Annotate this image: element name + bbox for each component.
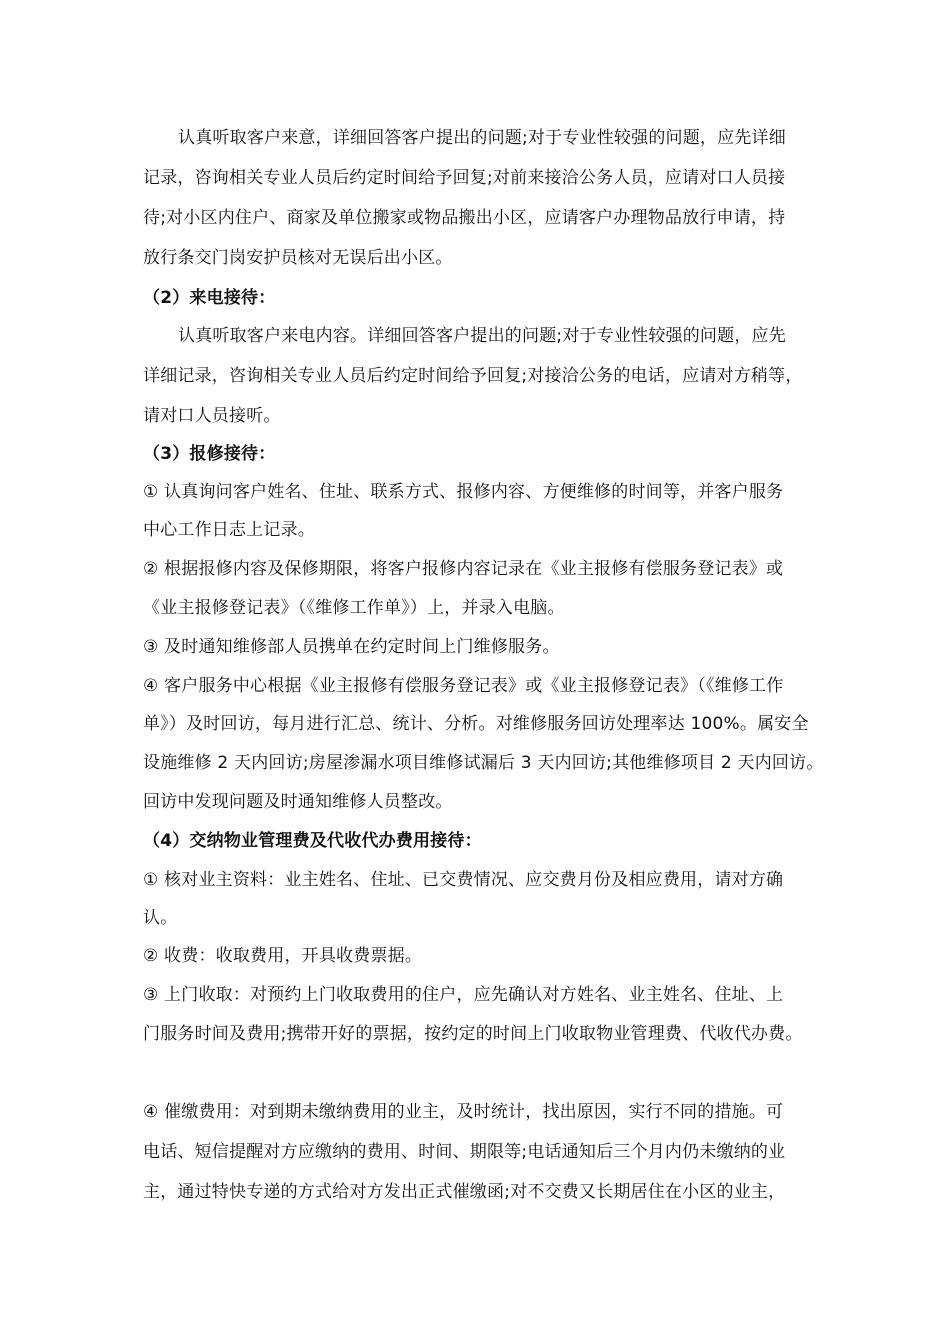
list-item-line: ④ 催缴费用：对到期未缴纳费用的业主，及时统计，找出原因，实行不同的措施。可 (143, 1102, 784, 1122)
list-item-line: ④ 客户服务中心根据《业主报修有偿服务登记表》或《业主报修登记表》（《维修工作 (143, 676, 784, 696)
list-item-line: 认。 (143, 908, 178, 928)
list-item-line: ③ 上门收取：对预约上门收取费用的住户，应先确认对方姓名、业主姓名、住址、上 (143, 985, 784, 1005)
list-item-line: ② 收费：收取费用，开具收费票据。 (143, 946, 423, 966)
list-item-line: 回访中发现问题及时通知维修人员整改。 (143, 792, 453, 812)
list-item-line: ② 根据报修内容及保修期限，将客户报修内容记录在《业主报修有偿服务登记表》或 (143, 559, 784, 579)
list-item-line: ③ 及时通知维修部人员携单在约定时间上门维修服务。 (143, 637, 560, 657)
list-item-line: 单》）及时回访，每月进行汇总、统计、分析。对维修服务回访处理率达 100%。属安全 (143, 714, 809, 734)
section-heading-phone: （2）来电接待： (143, 288, 276, 308)
paragraph-line: 详细记录，咨询相关专业人员后约定时间给予回复;对接洽公务的电话，应请对方稍等， (143, 366, 803, 386)
section-heading-fees: （4）交纳物业管理费及代收代办费用接待： (143, 831, 482, 851)
list-item-line: 门服务时间及费用;携带开好的票据，按约定的时间上门收取物业管理费、代收代办费。 (143, 1024, 803, 1044)
list-item-line: ① 核对业主资料：业主姓名、住址、已交费情况、应交费月份及相应费用，请对方确 (143, 870, 784, 890)
section-heading-repair: （3）报修接待： (143, 444, 276, 464)
paragraph-line: 请对口人员接听。 (143, 406, 281, 426)
list-item-line: 《业主报修登记表》（《维修工作单》）上，并录入电脑。 (143, 598, 565, 618)
paragraph-line: 记录，咨询相关专业人员后约定时间给予回复;对前来接洽公务人员，应请对口人员接 (143, 168, 786, 188)
list-item-line: 主，通过特快专递的方式给对方发出正式催缴函;对不交费又长期居住在小区的业主， (143, 1182, 786, 1202)
paragraph-line: 认真听取客户来电内容。详细回答客户提出的问题;对于专业性较强的问题，应先 (178, 326, 786, 346)
list-item-line: 电话、短信提醒对方应缴纳的费用、时间、期限等;电话通知后三个月内仍未缴纳的业 (143, 1142, 786, 1162)
paragraph-line: 待;对小区内住户、商家及单位搬家或物品搬出小区，应请客户办理物品放行申请，持 (143, 208, 786, 228)
list-item-line: ① 认真询问客户姓名、住址、联系方式、报修内容、方便维修的时间等，并客户服务 (143, 482, 784, 502)
paragraph-line: 放行条交门岗安护员核对无误后出小区。 (143, 248, 453, 268)
list-item-line: 设施维修 2 天内回访;房屋渗漏水项目维修试漏后 3 天内回访;其他维修项目 2 天内回访。 (143, 753, 824, 773)
paragraph-line: 认真听取客户来意，详细回答客户提出的问题;对于专业性较强的问题，应先详细 (178, 128, 786, 148)
list-item-line: 中心工作日志上记录。 (143, 520, 315, 540)
